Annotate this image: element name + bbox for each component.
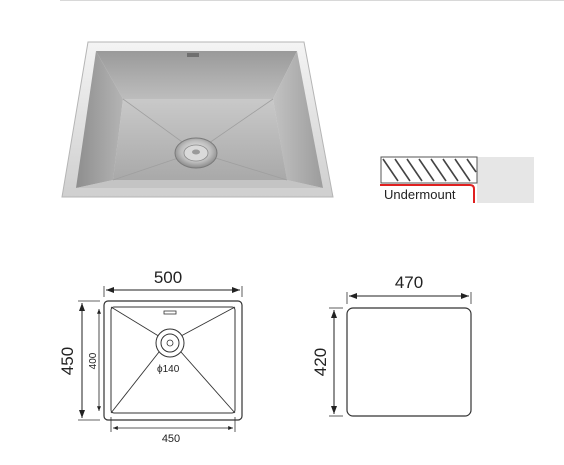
bowl-diagonal bbox=[111, 352, 159, 413]
bowl-depth-label: 400 bbox=[88, 352, 99, 370]
drain-center bbox=[192, 150, 200, 155]
overflow-slot-outline bbox=[164, 311, 176, 314]
cutout-width-label: 470 bbox=[394, 273, 424, 292]
drain-outer-circle bbox=[156, 329, 184, 357]
overall-width-label: 500 bbox=[153, 268, 183, 287]
undermount-countertop bbox=[477, 157, 534, 203]
overall-depth-label: 450 bbox=[58, 346, 77, 376]
drain-diameter-label: ϕ140 bbox=[157, 364, 180, 375]
undermount-indicator bbox=[380, 157, 534, 203]
bowl-drawing bbox=[58, 268, 242, 445]
cutout-outline bbox=[347, 308, 471, 416]
sink-front-wall bbox=[76, 180, 323, 188]
cutout-drawing bbox=[311, 273, 471, 416]
undermount-label: Undermount bbox=[384, 187, 456, 202]
sink-photo bbox=[62, 42, 333, 197]
bowl-inner-outline bbox=[111, 307, 235, 413]
overflow-slot bbox=[187, 53, 199, 57]
bowl-outline bbox=[104, 301, 242, 420]
bowl-diagonal bbox=[181, 352, 235, 413]
cutout-depth-label: 420 bbox=[311, 347, 330, 377]
sink-back-wall bbox=[96, 51, 297, 99]
bowl-width-label: 450 bbox=[161, 433, 181, 445]
bowl-diagonal bbox=[181, 307, 235, 336]
